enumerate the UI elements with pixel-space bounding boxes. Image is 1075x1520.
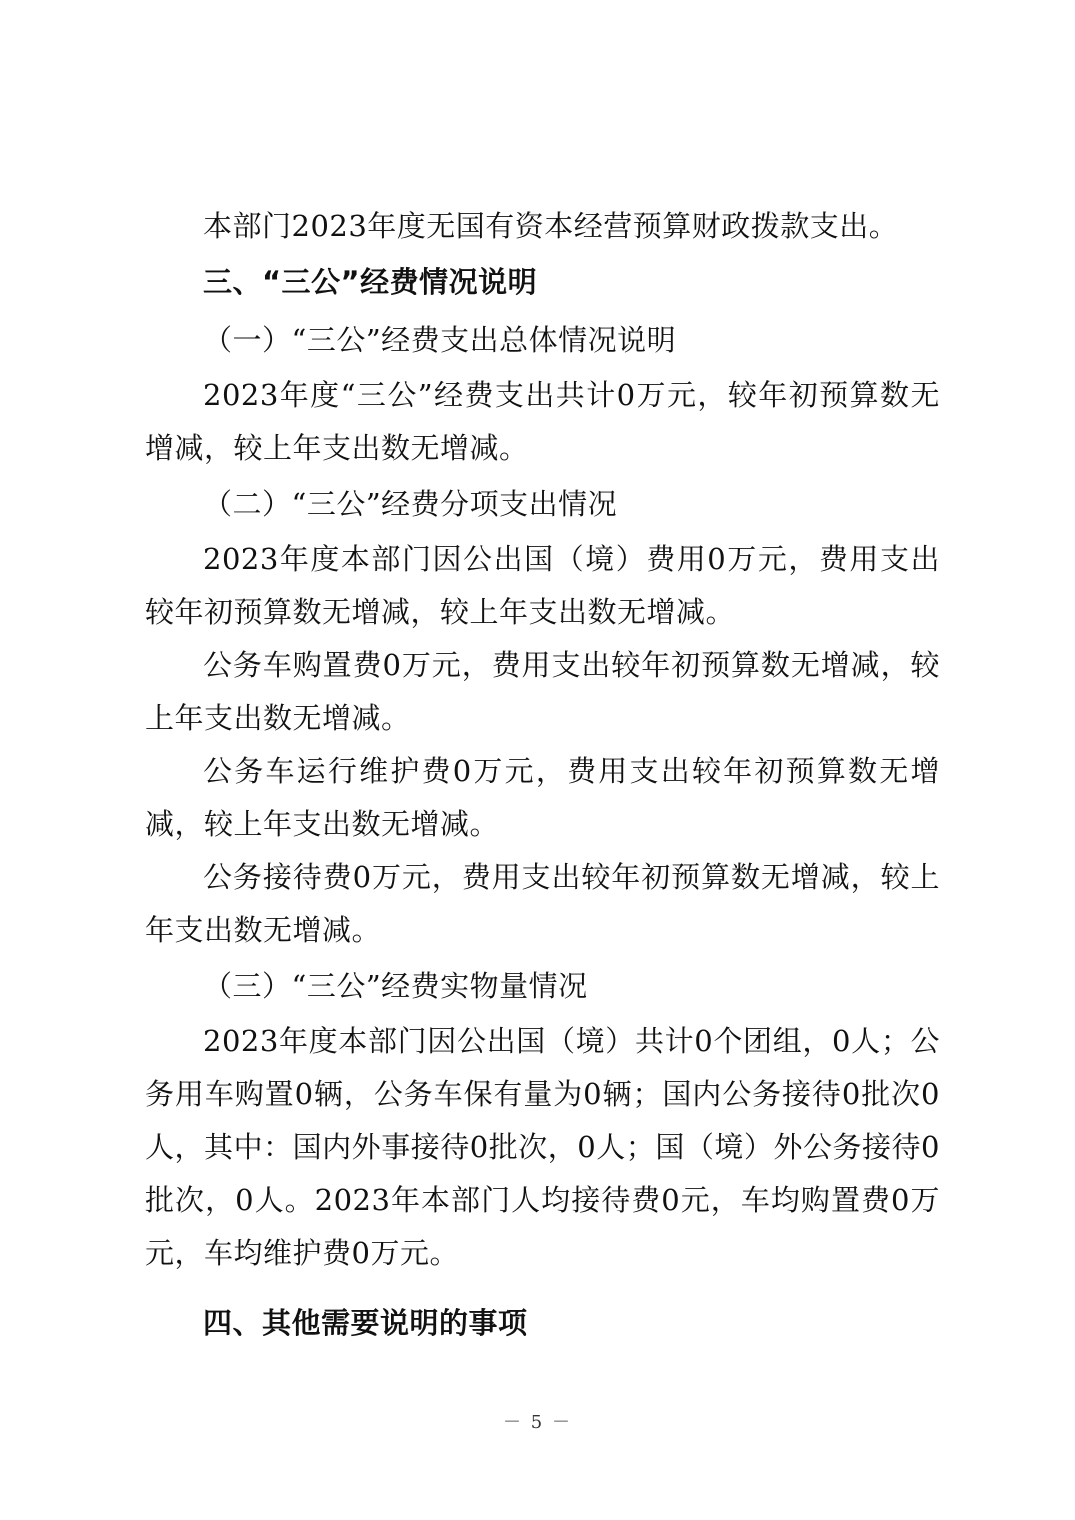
paragraph-state-capital: 本部门2023年度无国有资本经营预算财政拨款支出。	[203, 209, 899, 243]
subheading-physical-quantity: （三）“三公”经费实物量情况	[203, 969, 588, 1003]
section-heading-other-matters: 四、其他需要说明的事项	[203, 1306, 528, 1340]
paragraph-overall-expense: 2023年度“三公”经费支出共计0万元，较年初预算数无增减，较上年支出数无增减。	[145, 378, 940, 465]
subheading-itemized: （二）“三公”经费分项支出情况	[203, 487, 618, 521]
page-number: － 5 －	[503, 1412, 572, 1433]
paragraph-vehicle-maintenance: 公务车运行维护费0万元，费用支出较年初预算数无增减，较上年支出数无增减。	[145, 754, 940, 841]
subheading-overall: （一）“三公”经费支出总体情况说明	[203, 323, 677, 357]
paragraph-overseas-travel: 2023年度本部门因公出国（境）费用0万元，费用支出较年初预算数无增减，较上年支出数无增减。	[145, 542, 940, 629]
paragraph-reception: 公务接待费0万元，费用支出较年初预算数无增减，较上年支出数无增减。	[145, 860, 940, 947]
spacer	[145, 1280, 940, 1294]
section-heading-three-public: 三、“三公”经费情况说明	[203, 265, 538, 299]
paragraph-vehicle-purchase: 公务车购置费0万元，费用支出较年初预算数无增减，较上年支出数无增减。	[145, 648, 940, 735]
document-body	[145, 200, 940, 1352]
paragraph-physical-quantity: 2023年度本部门因公出国（境）共计0个团组，0人；公务用车购置0辆，公务车保有量为0辆；国内公务接待0批次0人，其中：国内外事接待0批次，0人；国（境）外公务接待0批次，0人。2023年本部门人均接待费0元，车均购置费0万元，车均维护费0万元。	[145, 1024, 940, 1270]
